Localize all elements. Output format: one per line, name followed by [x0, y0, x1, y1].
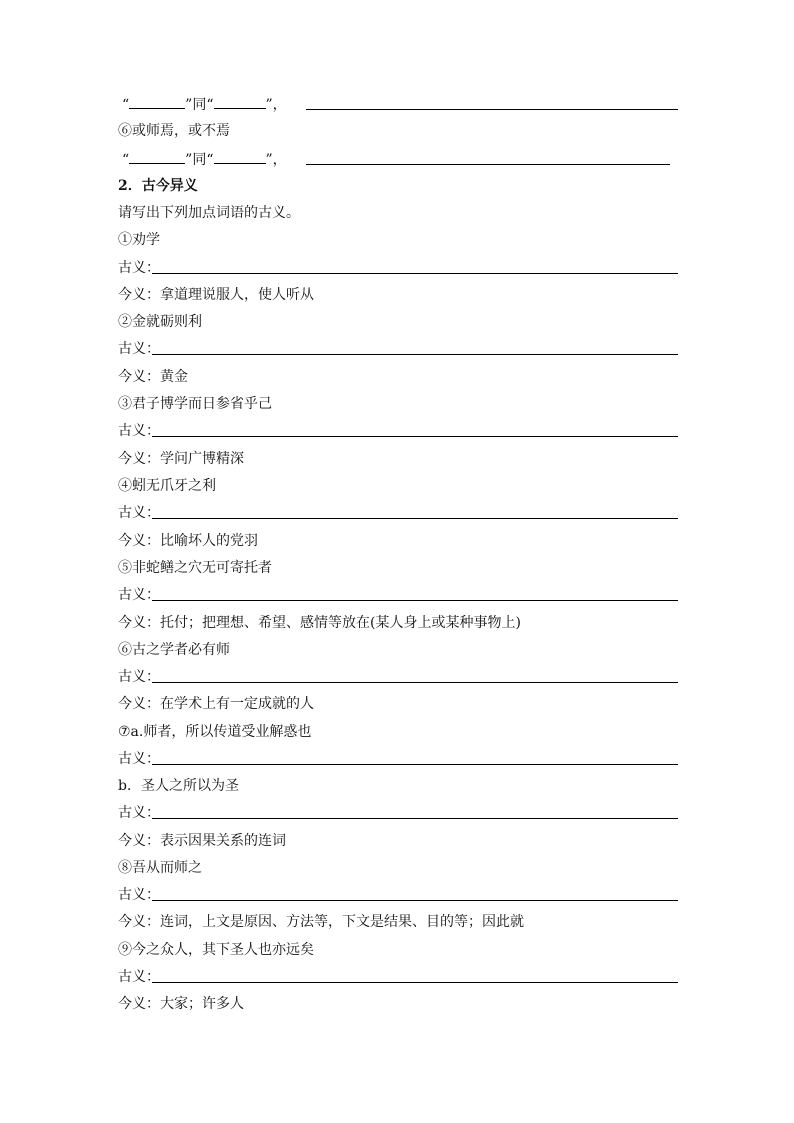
modern-meaning: [118, 611, 678, 635]
ancient-label: 古义：: [118, 505, 160, 521]
answer-line[interactable]: [152, 518, 678, 519]
answer-line[interactable]: [152, 764, 678, 765]
ancient-answer-row: [118, 419, 678, 443]
item-text: ②金就砺则利: [118, 314, 202, 330]
ancient-label: 古义：: [118, 805, 160, 821]
section-heading: 2．古今异义: [118, 178, 198, 194]
item-text: ⑥古之学者必有师: [118, 642, 230, 658]
item-text: ⑧吾从而师之: [118, 860, 202, 876]
item-heading: [118, 474, 678, 498]
ancient-answer-row: [118, 256, 678, 280]
modern-meaning: [118, 529, 678, 553]
tongjia-fill-row-1: [118, 92, 678, 116]
modern-text: 今义：比喻坏人的党羽: [118, 533, 258, 549]
answer-line[interactable]: [152, 354, 678, 355]
ancient-answer-row: [118, 337, 678, 361]
quote-open: “: [122, 97, 130, 113]
item-text: b．圣人之所以为圣: [118, 778, 239, 794]
item-text: ⑨今之众人，其下圣人也亦远矣: [118, 942, 314, 958]
quote-open: “: [122, 152, 130, 168]
item-heading: [118, 392, 678, 416]
ancient-answer-row: [118, 583, 678, 607]
answer-line[interactable]: [152, 600, 678, 601]
ancient-label: 古义：: [118, 423, 160, 439]
modern-text: 今义：托付；把理想、希望、感情等放在(某人身上或某种事物上): [118, 615, 521, 631]
blank-field[interactable]: [129, 92, 185, 109]
modern-meaning: [118, 829, 678, 853]
modern-meaning: [118, 910, 678, 934]
quote-mid: ”同“: [185, 152, 214, 168]
instruction: [118, 201, 678, 225]
ancient-label: 古义：: [118, 751, 160, 767]
modern-meaning: [118, 992, 678, 1016]
ancient-answer-row: [118, 665, 678, 689]
modern-text: 今义：大家；许多人: [118, 996, 244, 1012]
item-text: ①劝学: [118, 232, 160, 248]
answer-line[interactable]: [152, 982, 678, 983]
item-text: ⑤非蛇鳝之穴无可寄托者: [118, 560, 272, 576]
answer-line[interactable]: [306, 164, 670, 165]
item-text: ④蚓无爪牙之利: [118, 478, 216, 494]
ancient-label: 古义：: [118, 587, 160, 603]
ancient-label: 古义：: [118, 669, 160, 685]
instruction-text: 请写出下列加点词语的古义。: [118, 205, 300, 221]
quote-close: ”，: [265, 97, 287, 113]
item-heading: [118, 310, 678, 334]
ancient-answer-row: [118, 801, 678, 825]
ancient-answer-row: [118, 747, 678, 771]
modern-meaning: [118, 447, 678, 471]
modern-text: 今义：拿道理说服人，使人听从: [118, 287, 314, 303]
ancient-label: 古义：: [118, 260, 160, 276]
answer-line[interactable]: [152, 818, 678, 819]
ancient-label: 古义：: [118, 969, 160, 985]
item-heading: [118, 556, 678, 580]
item-text: ⑥或师焉，或不焉: [118, 123, 230, 139]
item-text: ⑦a.师者，所以传道受业解惑也: [118, 724, 312, 740]
ancient-label: 古义：: [118, 887, 160, 903]
item-heading: [118, 856, 678, 880]
answer-line[interactable]: [152, 900, 678, 901]
modern-text: 今义：黄金: [118, 369, 188, 385]
modern-meaning: [118, 283, 678, 307]
ancient-answer-row: [118, 965, 678, 989]
blank-field[interactable]: [129, 147, 185, 164]
quote-close: ”，: [265, 152, 287, 168]
section-title: [118, 174, 678, 198]
modern-meaning: [118, 692, 678, 716]
ancient-answer-row: [118, 883, 678, 907]
blank-field[interactable]: [214, 92, 266, 109]
item-heading: [118, 938, 678, 962]
quote-mid: ”同“: [185, 97, 214, 113]
modern-text: 今义：表示因果关系的连词: [118, 833, 286, 849]
modern-text: 今义：在学术上有一定成就的人: [118, 696, 314, 712]
modern-text: 今义：学问广博精深: [118, 451, 244, 467]
answer-line[interactable]: [152, 682, 678, 683]
item-heading: [118, 638, 678, 662]
modern-text: 今义：连词，上文是原因、方法等，下文是结果、目的等；因此就: [118, 914, 524, 930]
item-heading: [118, 774, 678, 798]
answer-line[interactable]: [306, 109, 678, 110]
modern-meaning: [118, 365, 678, 389]
item-heading: [118, 119, 678, 143]
item-text: ③君子博学而日参省乎己: [118, 396, 272, 412]
item-heading: [118, 228, 678, 252]
ancient-answer-row: [118, 501, 678, 525]
blank-field[interactable]: [214, 147, 266, 164]
ancient-label: 古义：: [118, 341, 160, 357]
answer-line[interactable]: [152, 436, 678, 437]
answer-line[interactable]: [152, 273, 678, 274]
item-heading: [118, 720, 678, 744]
tongjia-fill-row-2: [118, 147, 678, 171]
